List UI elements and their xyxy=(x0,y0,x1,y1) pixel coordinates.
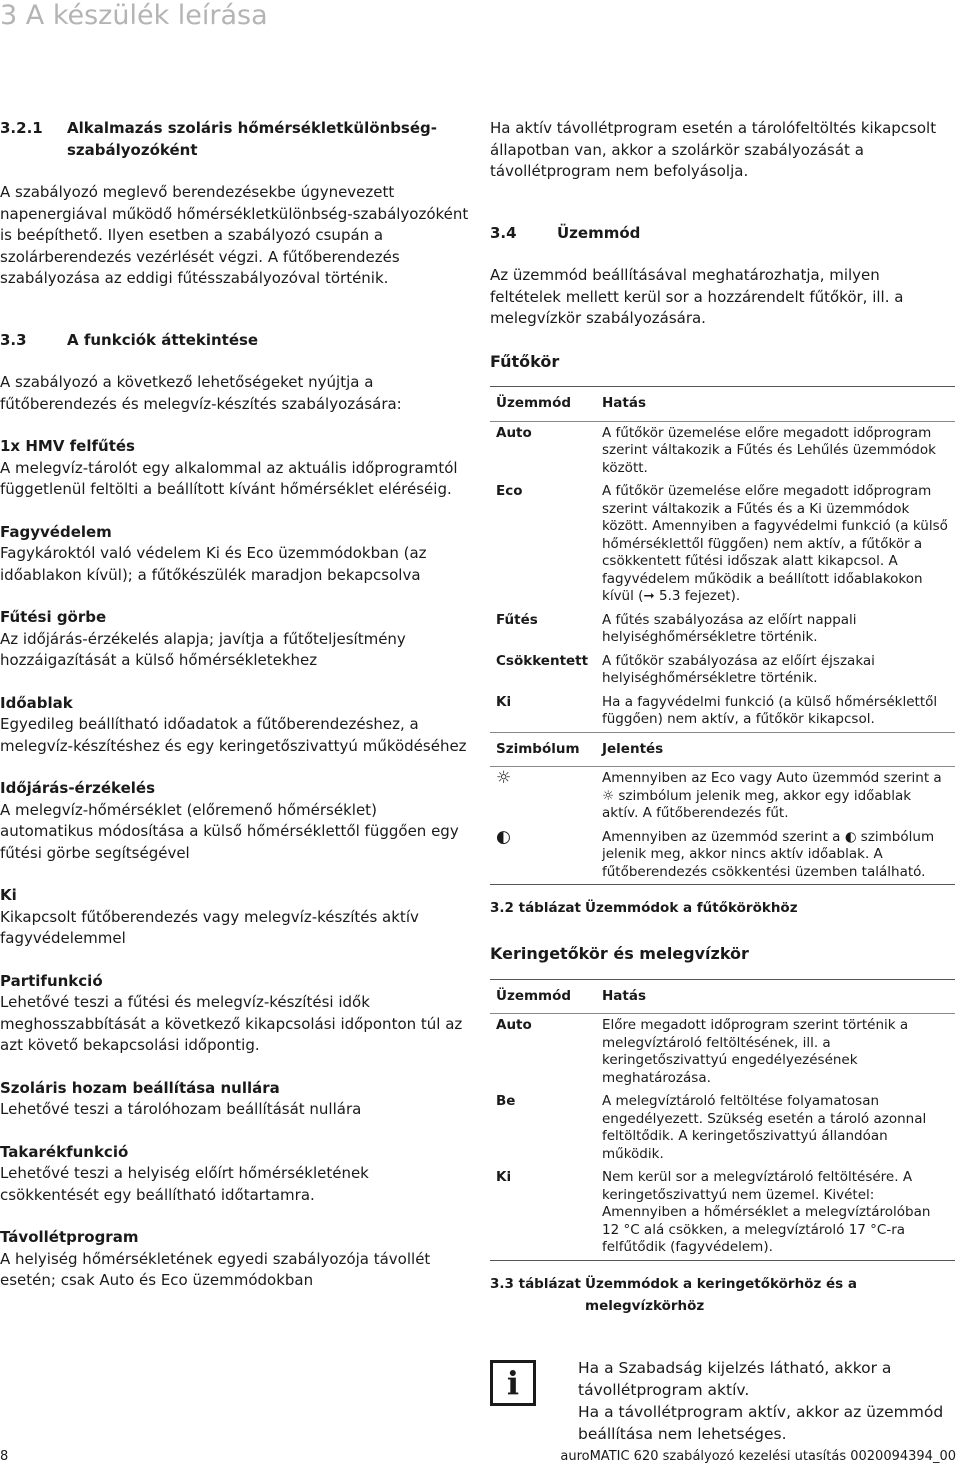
function-item xyxy=(0,1078,470,1121)
function-title: Ki xyxy=(0,886,17,904)
effect-cell: A fűtőkör szabályozása az előírt éjszakai helyiséghőmérsékletre történik. xyxy=(602,652,875,686)
function-text: Az időjárás-érzékelés alapja; javítja a fűtőteljesítmény hozzáigazítását a külső hőmérsékletekhez xyxy=(0,629,406,669)
table-row xyxy=(490,826,955,885)
absence-note: Ha aktív távollétprogram esetén a tárolófeltöltés kikapcsolt állapotban van, akkor a szolárkör szabályozását a távollétprogram nem befolyásolja. xyxy=(490,119,937,180)
sun-icon: ☼ xyxy=(496,768,512,788)
meaning-cell: Amennyiben az üzemmód szerint a ◐ szimbólum jelenik meg, akkor nincs aktív időablak. A fűtőberendezés csökkentési üzemben található. xyxy=(596,826,955,885)
caption-text: Üzemmódok a keringetőkörhöz és a xyxy=(585,1275,858,1292)
function-item xyxy=(0,778,470,864)
dhw-circuit-heading: Keringetőkör és melegvízkör xyxy=(490,944,749,963)
function-title: Partifunkció xyxy=(0,971,103,990)
table-row xyxy=(490,1166,955,1260)
effect-cell: A melegvíztároló feltöltése folyamatosan engedélyezett. Szükség esetén a tároló azonnal feltöltődik. A keringetőszivattyú állandóan működik. xyxy=(602,1093,927,1162)
mode-cell: Csökkentett xyxy=(496,652,589,669)
caption-text: melegvízkörhöz xyxy=(585,1297,705,1314)
function-item xyxy=(0,693,470,758)
section-number: 3.4 xyxy=(490,223,517,242)
symbol-header-row xyxy=(490,732,955,767)
table-row xyxy=(490,480,955,609)
section-3-2-1-heading xyxy=(0,118,470,161)
effect-cell: A fűtés szabályozása az előírt nappali helyiséghőmérsékletre történik. xyxy=(602,611,857,645)
function-item xyxy=(0,522,470,587)
function-text: Fagykároktól való védelem Ki és Eco üzemmódokban (az időablakon kívül); a fűtőkészülék maradjon bekapcsolva xyxy=(0,544,427,584)
function-title: Szoláris hozam beállítása nullára xyxy=(0,1078,280,1097)
caption-number: 3.2 táblázat xyxy=(490,900,581,916)
function-text: Egyedileg beállítható időadatok a fűtőberendezéshez, a melegvíz-készítéshez és egy keringetőszivattyú működéséhez xyxy=(0,715,467,755)
document-id: auroMATIC 620 szabályozó kezelési utasítás 0020094394_00 xyxy=(560,1449,956,1464)
column-header: Üzemmód xyxy=(496,987,572,1004)
function-item xyxy=(0,607,470,672)
function-item xyxy=(0,1142,470,1207)
column-header: Hatás xyxy=(602,987,647,1004)
dhw-circuit-table xyxy=(490,979,955,1261)
function-title: Időablak xyxy=(0,693,73,712)
function-item xyxy=(0,885,470,950)
function-text: A melegvíz-hőmérséklet (előremenő hőmérséklet) automatikus módosítása a külső hőmérséklettől függően egy fűtési görbe segítségével xyxy=(0,800,459,862)
function-text: A melegvíz-tárolót egy alkalommal az aktuális időprogramtól függetlenül feltölti a beállított kívánt hőmérséklet eléréséig. xyxy=(0,458,458,498)
info-icon xyxy=(490,1360,536,1406)
table-3-3-caption xyxy=(490,1273,955,1317)
column-header: Üzemmód xyxy=(496,395,572,411)
effect-cell: Ha a fagyvédelmi funkció (a külső hőmérséklettől függően) nem aktív, a fűtőkör kikapcsol. xyxy=(602,693,938,727)
section-3-4-body: Az üzemmód beállításával meghatározhatja, milyen feltételek mellett kerül sor a hozzárendelt fűtőkör, ill. a melegvízkör szabályozására. xyxy=(490,266,904,327)
mode-cell: Ki xyxy=(490,1166,596,1260)
function-item xyxy=(0,1227,470,1292)
function-text: Lehetővé teszi a fűtési és melegvíz-készítési idők meghosszabbítását a következő kikapcsolási időponton túl az azt követő bekapcsolási időpontig. xyxy=(0,993,463,1054)
effect-cell: Nem kerül sor a melegvíztároló feltöltésére. A keringetőszivattyú nem üzemel. Kivétel: Amennyiben a hőmérséklet a melegvíztárolóban 12 °C alá csökken, a melegvíztároló 17 °C-ra felfűtődik (fagyvédelem). xyxy=(596,1166,955,1260)
info-note xyxy=(490,1357,955,1445)
function-title: Fagyvédelem xyxy=(0,522,112,541)
mode-cell: Eco xyxy=(496,483,523,499)
mode-cell: Auto xyxy=(496,1017,532,1033)
table-row xyxy=(490,1014,955,1091)
column-header: Jelentés xyxy=(596,732,955,767)
mode-cell: Fűtés xyxy=(496,611,538,628)
function-text: A helyiség hőmérsékletének egyedi szabályozója távollét esetén; csak Auto és Eco üzemmódokban xyxy=(0,1249,431,1289)
function-title: Takarékfunkció xyxy=(0,1142,129,1161)
table-row xyxy=(490,691,955,733)
left-column xyxy=(0,118,470,1292)
section-3-2-1-body: A szabályozó meglevő berendezésekbe úgynevezett napenergiával működő hőmérsékletkülönbség-szabályozóként is beépíthető. Ilyen esetben a szabályozó csupán a szolárberendezés vezérlését végzi. A fűtőberendezés szabályozása az eddigi fűtésszabályozóval történik. xyxy=(0,183,469,287)
info-glyph: i xyxy=(506,1363,520,1402)
page-number: 8 xyxy=(0,1449,9,1464)
effect-cell: A fűtőkör üzemelése előre megadott időprogram szerint váltakozik a Fűtés és Lehűlés üzemmódok között. xyxy=(602,424,936,476)
info-line: Ha a Szabadság kijelzés látható, akkor a távollétprogram aktív. xyxy=(578,1358,892,1399)
table-header-row xyxy=(490,387,955,422)
function-title: Időjárás-érzékelés xyxy=(0,779,156,797)
caption-text: Üzemmódok a fűtőkörökhöz xyxy=(585,900,798,916)
mode-cell: Auto xyxy=(496,424,532,441)
info-line: Ha a távollétprogram aktív, akkor az üzemmód beállítása nem lehetséges. xyxy=(578,1402,944,1443)
right-column xyxy=(490,118,955,1445)
mode-cell: Be xyxy=(496,1093,516,1109)
function-text: Kikapcsolt fűtőberendezés vagy melegvíz-készítés aktív fagyvédelemmel xyxy=(0,907,419,947)
section-number: 3.2.1 xyxy=(0,119,43,137)
section-3-3-intro: A szabályozó a következő lehetőségeket nyújtja a fűtőberendezés és melegvíz-készítés szabályozására: xyxy=(0,373,402,413)
meaning-cell: Amennyiben az Eco vagy Auto üzemmód szerint a ☼ szimbólum jelenik meg, akkor egy időablak aktív. A fűtőberendezés fűt. xyxy=(602,770,942,821)
function-text: Lehetővé teszi a tárolóhozam beállítását nullára xyxy=(0,1100,362,1118)
column-header: Szimbólum xyxy=(490,732,596,767)
function-item xyxy=(0,971,470,1057)
mode-cell: Ki xyxy=(496,693,512,710)
function-item xyxy=(0,436,470,501)
effect-cell: A fűtőkör üzemelése előre megadott időprogram szerint váltakozik a Fűtés és a Ki üzemmódok között. Amennyiben a fagyvédelmi funkció (a külső hőmérséklettől függően) nem aktív, a fűtőkör a csökkentett fűtési időszak alatt kikapcsol. A fagyvédelem működik a beállított időablakokon kívül (➞ 5.3 fejezet). xyxy=(602,483,948,604)
section-3-4-heading xyxy=(490,223,955,245)
table-row xyxy=(490,767,955,826)
page-header: 3 A készülék leírása xyxy=(0,0,268,31)
section-3-3-heading xyxy=(0,330,470,352)
moon-icon: ◐ xyxy=(490,826,596,885)
table-3-2-caption xyxy=(490,897,955,919)
function-title: 1x HMV felfűtés xyxy=(0,437,135,455)
heating-circuit-table xyxy=(490,386,955,885)
function-title: Távollétprogram xyxy=(0,1228,139,1246)
table-row xyxy=(490,609,955,650)
info-text xyxy=(578,1357,955,1445)
table-row xyxy=(490,421,955,480)
column-header: Hatás xyxy=(602,395,647,411)
function-title: Fűtési görbe xyxy=(0,608,107,626)
heating-circuit-heading: Fűtőkör xyxy=(490,351,560,371)
effect-cell: Előre megadott időprogram szerint történik a melegvíztároló feltöltésének, ill. a keringetőszivattyú engedélyezésének meghatározása. xyxy=(602,1017,909,1086)
caption-number: 3.3 táblázat xyxy=(490,1275,581,1292)
section-title: Alkalmazás szoláris hőmérsékletkülönbség-szabályozóként xyxy=(67,119,437,159)
section-number: 3.3 xyxy=(0,330,27,349)
section-title: A funkciók áttekintése xyxy=(67,330,259,349)
section-title: Üzemmód xyxy=(557,223,641,242)
function-text: Lehetővé teszi a helyiség előírt hőmérsékletének csökkentését egy beállítható időtartamra. xyxy=(0,1164,369,1204)
table-row xyxy=(490,650,955,691)
table-header-row xyxy=(490,979,955,1014)
table-row xyxy=(490,1090,955,1166)
